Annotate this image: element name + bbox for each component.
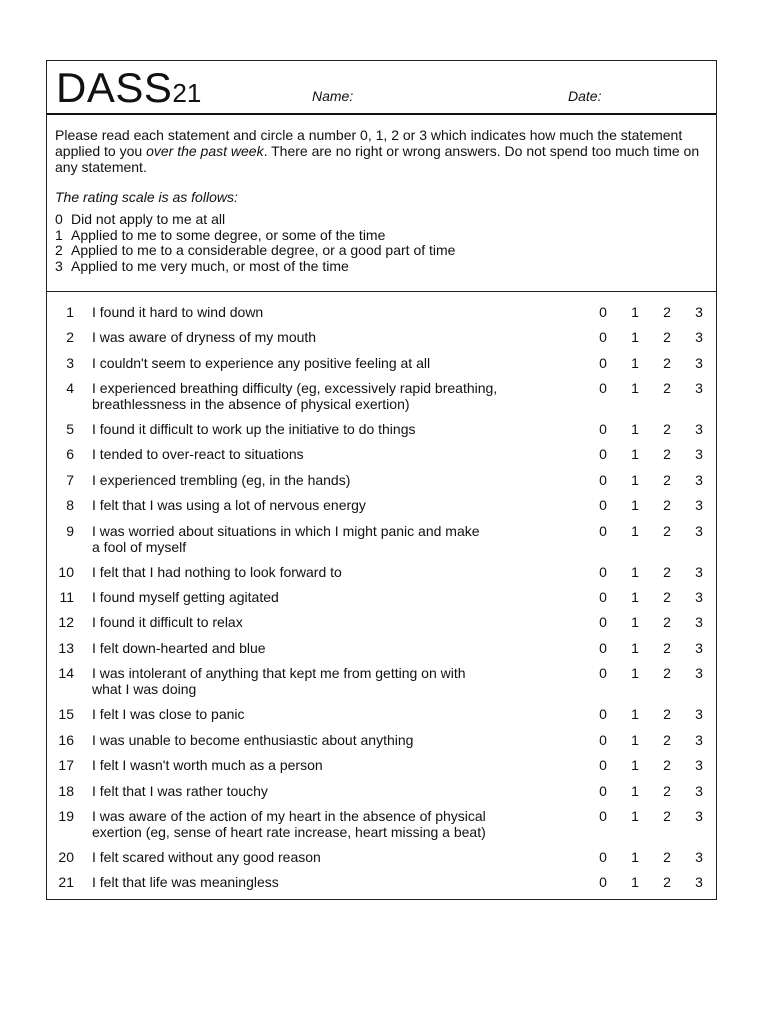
rating-option-1[interactable]: 1 bbox=[631, 640, 639, 656]
rating-scale-list bbox=[55, 212, 708, 274]
rating-option-0[interactable]: 0 bbox=[599, 421, 607, 437]
item-number: 3 bbox=[66, 355, 74, 371]
rating-option-1[interactable]: 1 bbox=[631, 665, 639, 681]
rating-option-3[interactable]: 3 bbox=[695, 849, 703, 865]
title-number: 21 bbox=[172, 78, 202, 108]
rating-option-1[interactable]: 1 bbox=[631, 757, 639, 773]
item-number: 6 bbox=[66, 446, 74, 462]
statement-line: I felt down-hearted and blue bbox=[92, 640, 266, 656]
rating-option-2[interactable]: 2 bbox=[663, 640, 671, 656]
rating-option-3[interactable]: 3 bbox=[695, 421, 703, 437]
scale-value: 0 bbox=[55, 211, 63, 227]
rating-option-2[interactable]: 2 bbox=[663, 564, 671, 580]
statement-line: I felt that I was using a lot of nervous energy bbox=[92, 497, 366, 513]
scale-row bbox=[55, 212, 708, 228]
rating-option-3[interactable]: 3 bbox=[695, 304, 703, 320]
title-main: DASS bbox=[56, 64, 173, 111]
item-number: 10 bbox=[58, 564, 74, 580]
statement-line: I found myself getting agitated bbox=[92, 589, 279, 605]
rating-option-3[interactable]: 3 bbox=[695, 706, 703, 722]
item-number: 7 bbox=[66, 472, 74, 488]
item-row bbox=[47, 849, 716, 865]
rating-option-0[interactable]: 0 bbox=[599, 523, 607, 539]
item-row bbox=[47, 614, 716, 630]
item-statement bbox=[92, 706, 532, 722]
item-statement bbox=[92, 497, 532, 513]
statement-line: I found it difficult to work up the initiative to do things bbox=[92, 421, 416, 437]
item-row bbox=[47, 446, 716, 462]
rating-option-0[interactable]: 0 bbox=[599, 732, 607, 748]
rating-option-3[interactable]: 3 bbox=[695, 355, 703, 371]
rating-option-0[interactable]: 0 bbox=[599, 497, 607, 513]
statement-line: I experienced breathing difficulty (eg, excessively rapid breathing, bbox=[92, 380, 498, 396]
rating-option-1[interactable]: 1 bbox=[631, 849, 639, 865]
rating-option-2[interactable]: 2 bbox=[663, 665, 671, 681]
rating-option-1[interactable]: 1 bbox=[631, 564, 639, 580]
rating-option-1[interactable]: 1 bbox=[631, 523, 639, 539]
rating-option-0[interactable]: 0 bbox=[599, 329, 607, 345]
item-row bbox=[47, 304, 716, 320]
rating-option-3[interactable]: 3 bbox=[695, 329, 703, 345]
rating-option-1[interactable]: 1 bbox=[631, 472, 639, 488]
rating-option-0[interactable]: 0 bbox=[599, 355, 607, 371]
item-statement bbox=[92, 757, 532, 773]
item-statement bbox=[92, 640, 532, 656]
rating-option-1[interactable]: 1 bbox=[631, 446, 639, 462]
item-statement bbox=[92, 446, 532, 462]
rating-option-0[interactable]: 0 bbox=[599, 757, 607, 773]
scale-value: 3 bbox=[55, 257, 63, 274]
item-row bbox=[47, 497, 716, 513]
date-field-label: Date: bbox=[568, 88, 602, 104]
rating-option-3[interactable]: 3 bbox=[695, 640, 703, 656]
rating-option-3[interactable]: 3 bbox=[695, 757, 703, 773]
rating-option-2[interactable]: 2 bbox=[663, 808, 671, 824]
item-row bbox=[47, 472, 716, 488]
scale-row bbox=[55, 228, 708, 244]
scale-value: 1 bbox=[55, 226, 63, 243]
item-number: 16 bbox=[58, 732, 74, 748]
item-number: 21 bbox=[58, 874, 74, 890]
rating-option-2[interactable]: 2 bbox=[663, 706, 671, 722]
item-number: 14 bbox=[58, 665, 74, 681]
statement-line: I felt scared without any good reason bbox=[92, 849, 321, 865]
rating-option-0[interactable]: 0 bbox=[599, 849, 607, 865]
statement-line: I experienced trembling (eg, in the hands) bbox=[92, 472, 351, 488]
rating-option-3[interactable]: 3 bbox=[695, 614, 703, 630]
statement-line: I tended to over-react to situations bbox=[92, 446, 304, 462]
item-row bbox=[47, 808, 716, 840]
statement-line: I was worried about situations in which I might panic and make bbox=[92, 523, 480, 539]
statement-line: I was aware of dryness of my mouth bbox=[92, 329, 317, 345]
rating-option-3[interactable]: 3 bbox=[695, 564, 703, 580]
rating-option-0[interactable]: 0 bbox=[599, 446, 607, 462]
item-row bbox=[47, 523, 716, 555]
rating-option-2[interactable]: 2 bbox=[663, 874, 671, 890]
rating-option-1[interactable]: 1 bbox=[631, 329, 639, 345]
rating-option-3[interactable]: 3 bbox=[695, 732, 703, 748]
rating-option-2[interactable]: 2 bbox=[663, 589, 671, 605]
rating-option-1[interactable]: 1 bbox=[631, 380, 639, 396]
item-row bbox=[47, 665, 716, 697]
statement-line: exertion (eg, sense of heart rate increase, heart missing a beat) bbox=[92, 824, 486, 840]
rating-option-2[interactable]: 2 bbox=[663, 355, 671, 371]
rating-option-2[interactable]: 2 bbox=[663, 849, 671, 865]
rating-option-0[interactable]: 0 bbox=[599, 640, 607, 656]
rating-option-3[interactable]: 3 bbox=[695, 783, 703, 799]
item-statement bbox=[92, 304, 532, 320]
item-row bbox=[47, 421, 716, 437]
rating-option-0[interactable]: 0 bbox=[599, 808, 607, 824]
rating-option-1[interactable]: 1 bbox=[631, 808, 639, 824]
statement-line: I was unable to become enthusiastic about anything bbox=[92, 732, 414, 748]
rating-option-2[interactable]: 2 bbox=[663, 497, 671, 513]
item-row bbox=[47, 874, 716, 890]
statement-line: I felt that I was rather touchy bbox=[92, 783, 268, 799]
item-row bbox=[47, 757, 716, 773]
item-statement bbox=[92, 849, 532, 865]
statement-line: I couldn't seem to experience any positive feeling at all bbox=[92, 355, 431, 371]
intro-text-end: . There are no right or wrong answers. Do not spend too much time on any statement. bbox=[55, 143, 700, 175]
statement-line: I felt I wasn't worth much as a person bbox=[92, 757, 323, 773]
rating-option-1[interactable]: 1 bbox=[631, 783, 639, 799]
scale-row bbox=[55, 259, 708, 275]
scale-description: Did not apply to me at all bbox=[71, 211, 226, 227]
rating-option-3[interactable]: 3 bbox=[695, 497, 703, 513]
item-number: 18 bbox=[58, 783, 74, 799]
item-statement bbox=[92, 329, 532, 345]
scale-row bbox=[55, 243, 708, 259]
item-statement bbox=[92, 355, 532, 371]
statement-line: I felt I was close to panic bbox=[92, 706, 245, 722]
scale-value: 2 bbox=[55, 242, 63, 258]
rating-option-1[interactable]: 1 bbox=[631, 421, 639, 437]
rating-option-1[interactable]: 1 bbox=[631, 355, 639, 371]
statement-line: I was aware of the action of my heart in the absence of physical bbox=[92, 808, 486, 824]
item-row bbox=[47, 732, 716, 748]
item-row bbox=[47, 783, 716, 799]
rating-option-2[interactable]: 2 bbox=[663, 614, 671, 630]
rating-option-3[interactable]: 3 bbox=[695, 523, 703, 539]
item-number: 11 bbox=[59, 589, 74, 605]
rating-option-1[interactable]: 1 bbox=[631, 304, 639, 320]
scale-description: Applied to me very much, or most of the time bbox=[71, 257, 349, 274]
intro-text-start: Please read each statement and circle a number 0, 1, 2 or 3 which indicates how much the statement applied to you bbox=[55, 127, 683, 159]
item-statement bbox=[92, 665, 532, 697]
item-number: 5 bbox=[66, 421, 74, 437]
form-title bbox=[56, 64, 201, 112]
item-number: 2 bbox=[66, 329, 74, 345]
statement-line: I felt that I had nothing to look forward to bbox=[92, 564, 342, 580]
item-number: 4 bbox=[66, 380, 74, 396]
rating-option-0[interactable]: 0 bbox=[599, 665, 607, 681]
item-number: 12 bbox=[58, 614, 74, 630]
item-statement bbox=[92, 523, 532, 555]
rating-scale-heading: The rating scale is as follows: bbox=[55, 189, 238, 205]
item-statement bbox=[92, 589, 532, 605]
rating-option-2[interactable]: 2 bbox=[663, 446, 671, 462]
rating-option-0[interactable]: 0 bbox=[599, 874, 607, 890]
instructions-text bbox=[55, 127, 708, 175]
rating-option-0[interactable]: 0 bbox=[599, 564, 607, 580]
item-row bbox=[47, 589, 716, 605]
rating-option-0[interactable]: 0 bbox=[599, 614, 607, 630]
statement-line: breathlessness in the absence of physical exertion) bbox=[92, 396, 410, 412]
item-row bbox=[47, 640, 716, 656]
item-number: 13 bbox=[58, 640, 74, 656]
item-row bbox=[47, 706, 716, 722]
rating-option-2[interactable]: 2 bbox=[663, 472, 671, 488]
rating-option-2[interactable]: 2 bbox=[663, 329, 671, 345]
rating-option-3[interactable]: 3 bbox=[695, 589, 703, 605]
item-statement bbox=[92, 614, 532, 630]
rating-option-2[interactable]: 2 bbox=[663, 380, 671, 396]
item-number: 9 bbox=[66, 523, 74, 539]
item-number: 1 bbox=[66, 304, 74, 320]
name-field-label: Name: bbox=[312, 88, 354, 104]
rating-option-0[interactable]: 0 bbox=[599, 589, 607, 605]
rating-option-3[interactable]: 3 bbox=[695, 808, 703, 824]
rating-option-3[interactable]: 3 bbox=[695, 665, 703, 681]
rating-option-3[interactable]: 3 bbox=[695, 472, 703, 488]
rating-option-1[interactable]: 1 bbox=[631, 589, 639, 605]
rating-option-1[interactable]: 1 bbox=[631, 732, 639, 748]
item-statement bbox=[92, 783, 532, 799]
item-statement bbox=[92, 874, 532, 890]
rating-option-0[interactable]: 0 bbox=[599, 706, 607, 722]
rating-option-1[interactable]: 1 bbox=[631, 874, 639, 890]
scale-description: Applied to me to some degree, or some of the time bbox=[71, 226, 386, 243]
item-row bbox=[47, 380, 716, 412]
item-statement bbox=[92, 808, 532, 840]
rating-option-0[interactable]: 0 bbox=[599, 783, 607, 799]
form-header bbox=[47, 61, 716, 115]
item-number: 17 bbox=[58, 757, 74, 773]
statement-line: what I was doing bbox=[92, 681, 197, 697]
item-statement bbox=[92, 421, 532, 437]
rating-option-2[interactable]: 2 bbox=[663, 523, 671, 539]
item-statement bbox=[92, 564, 532, 580]
statement-line: I found it difficult to relax bbox=[92, 614, 243, 630]
item-statement bbox=[92, 472, 532, 488]
instructions-section bbox=[47, 115, 716, 292]
item-row bbox=[47, 564, 716, 580]
item-statement bbox=[92, 732, 532, 748]
rating-option-0[interactable]: 0 bbox=[599, 472, 607, 488]
rating-option-3[interactable]: 3 bbox=[695, 380, 703, 396]
rating-option-1[interactable]: 1 bbox=[631, 614, 639, 630]
statement-line: I found it hard to wind down bbox=[92, 304, 264, 320]
dass21-form bbox=[46, 60, 717, 900]
intro-emphasis: over the past week bbox=[146, 143, 264, 159]
item-number: 20 bbox=[58, 849, 74, 865]
item-number: 15 bbox=[58, 706, 74, 722]
rating-option-3[interactable]: 3 bbox=[695, 446, 703, 462]
item-row bbox=[47, 355, 716, 371]
rating-option-2[interactable]: 2 bbox=[663, 732, 671, 748]
rating-option-0[interactable]: 0 bbox=[599, 304, 607, 320]
statement-line: I was intolerant of anything that kept me from getting on with bbox=[92, 665, 466, 681]
item-row bbox=[47, 329, 716, 345]
rating-option-2[interactable]: 2 bbox=[663, 783, 671, 799]
rating-option-2[interactable]: 2 bbox=[663, 757, 671, 773]
rating-option-0[interactable]: 0 bbox=[599, 380, 607, 396]
statement-line: I felt that life was meaningless bbox=[92, 874, 279, 890]
rating-option-3[interactable]: 3 bbox=[695, 874, 703, 890]
item-statement bbox=[92, 380, 532, 412]
scale-description: Applied to me to a considerable degree, or a good part of time bbox=[71, 242, 456, 258]
rating-option-2[interactable]: 2 bbox=[663, 304, 671, 320]
rating-option-2[interactable]: 2 bbox=[663, 421, 671, 437]
rating-option-1[interactable]: 1 bbox=[631, 497, 639, 513]
item-number: 8 bbox=[66, 497, 74, 513]
statement-line: a fool of myself bbox=[92, 539, 187, 555]
item-number: 19 bbox=[58, 808, 74, 824]
rating-option-1[interactable]: 1 bbox=[631, 706, 639, 722]
